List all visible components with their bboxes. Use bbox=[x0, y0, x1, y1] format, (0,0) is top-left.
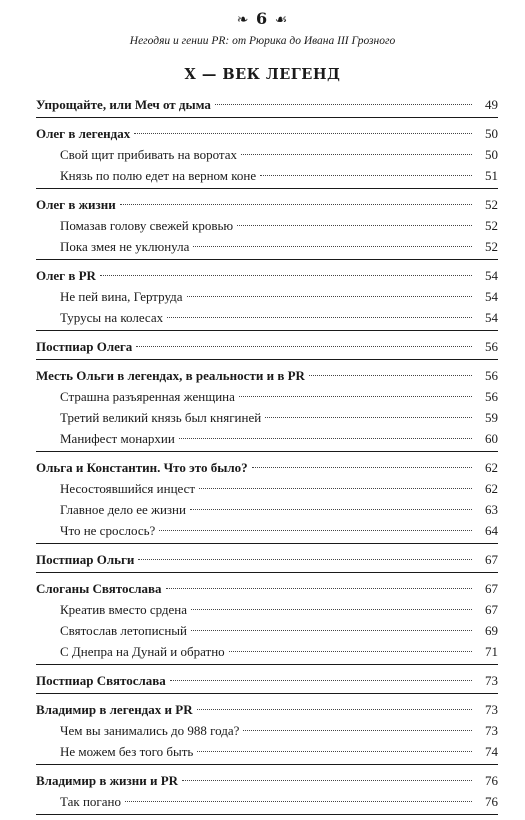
dot-leader bbox=[167, 316, 472, 318]
toc-subsection-title: Свой щит прибивать на воротах bbox=[60, 147, 238, 162]
toc-subsection[interactable] bbox=[36, 641, 498, 662]
toc-chapter[interactable] bbox=[36, 578, 498, 599]
dot-leader bbox=[136, 345, 472, 347]
toc-subsection-title: Страшна разъяренная женщина bbox=[60, 389, 235, 404]
toc-subsection-page-number: 71 bbox=[485, 644, 498, 659]
toc-chapter-page-number: 62 bbox=[485, 460, 498, 475]
dot-leader bbox=[241, 153, 472, 155]
toc-subsection-page-number: 50 bbox=[485, 147, 498, 162]
dot-leader bbox=[159, 529, 472, 531]
toc-chapter-page-number: 52 bbox=[485, 197, 498, 212]
dot-leader bbox=[193, 245, 472, 247]
dot-leader bbox=[190, 508, 472, 510]
dot-leader bbox=[100, 274, 472, 276]
dot-leader bbox=[197, 708, 472, 710]
toc-subsection-title: Главное дело ее жизни bbox=[60, 502, 186, 517]
dot-leader bbox=[265, 416, 472, 418]
page-header bbox=[0, 10, 525, 48]
dot-leader bbox=[260, 174, 472, 176]
toc-group bbox=[36, 365, 498, 452]
ornament-right-icon: ☙ bbox=[274, 12, 289, 28]
toc-subsection-title: Так погано bbox=[60, 794, 121, 809]
toc-subsection-page-number: 64 bbox=[485, 523, 498, 538]
toc-group bbox=[36, 194, 498, 260]
toc-chapter[interactable] bbox=[36, 699, 498, 720]
toc-chapter[interactable] bbox=[36, 336, 498, 357]
toc-group bbox=[36, 549, 498, 573]
toc-subsection[interactable] bbox=[36, 407, 498, 428]
dot-leader bbox=[179, 437, 472, 439]
toc-subsection[interactable] bbox=[36, 286, 498, 307]
toc-subsection-page-number: 54 bbox=[485, 310, 498, 325]
toc-chapter-title: Упрощайте, или Меч от дыма bbox=[36, 97, 211, 112]
toc-chapter-page-number: 76 bbox=[485, 773, 498, 788]
toc-group bbox=[36, 578, 498, 665]
toc-subsection[interactable] bbox=[36, 791, 498, 812]
toc-subsection-page-number: 73 bbox=[485, 723, 498, 738]
dot-leader bbox=[191, 608, 472, 610]
toc-chapter-page-number: 49 bbox=[485, 97, 498, 112]
dot-leader bbox=[134, 132, 472, 134]
toc-chapter-title: Владимир в легендах и PR bbox=[36, 702, 193, 717]
page-number: 6 bbox=[256, 9, 269, 28]
toc-subsection-title: Пока змея не уклюнула bbox=[60, 239, 190, 254]
toc-subsection-page-number: 76 bbox=[485, 794, 498, 809]
dot-leader bbox=[309, 374, 472, 376]
dot-leader bbox=[243, 729, 472, 731]
toc-subsection[interactable] bbox=[36, 741, 498, 762]
toc-subsection-title: Третий великий князь был княгиней bbox=[60, 410, 262, 425]
toc-group bbox=[36, 265, 498, 331]
toc-subsection-title: Турусы на колесах bbox=[60, 310, 164, 325]
toc-subsection-title: Не пей вина, Гертруда bbox=[60, 289, 183, 304]
toc-chapter-title: Постпиар Ольги bbox=[36, 552, 135, 567]
toc-group bbox=[36, 670, 498, 694]
toc-chapter[interactable] bbox=[36, 549, 498, 570]
toc-chapter[interactable] bbox=[36, 670, 498, 691]
dot-leader bbox=[237, 224, 472, 226]
toc-chapter-page-number: 73 bbox=[485, 702, 498, 717]
toc-chapter-title: Олег в легендах bbox=[36, 126, 131, 141]
toc-subsection[interactable] bbox=[36, 520, 498, 541]
toc-chapter[interactable] bbox=[36, 265, 498, 286]
ornament-left-icon: ❧ bbox=[236, 12, 250, 28]
toc-group bbox=[36, 770, 498, 815]
toc-chapter-title: Ольга и Константин. Что это было? bbox=[36, 460, 248, 475]
toc-subsection[interactable] bbox=[36, 478, 498, 499]
toc-subsection-title: Святослав летописный bbox=[60, 623, 187, 638]
toc-chapter-title: Олег в жизни bbox=[36, 197, 116, 212]
dot-leader bbox=[125, 800, 472, 802]
dot-leader bbox=[199, 487, 472, 489]
toc-subsection[interactable] bbox=[36, 720, 498, 741]
toc-subsection-page-number: 59 bbox=[485, 410, 498, 425]
toc-chapter-page-number: 50 bbox=[485, 126, 498, 141]
dot-leader bbox=[191, 629, 472, 631]
toc-group bbox=[36, 123, 498, 189]
toc-chapter-title: Слоганы Святослава bbox=[36, 581, 162, 596]
toc-subsection-page-number: 52 bbox=[485, 218, 498, 233]
toc-subsection-page-number: 67 bbox=[485, 602, 498, 617]
toc-group bbox=[36, 699, 498, 765]
toc-subsection-page-number: 52 bbox=[485, 239, 498, 254]
toc-chapter[interactable] bbox=[36, 194, 498, 215]
toc-subsection-page-number: 54 bbox=[485, 289, 498, 304]
toc-subsection[interactable] bbox=[36, 386, 498, 407]
dot-leader bbox=[239, 395, 472, 397]
toc-chapter[interactable] bbox=[36, 770, 498, 791]
toc-chapter-title: Олег в PR bbox=[36, 268, 96, 283]
dot-leader bbox=[187, 295, 472, 297]
toc-subsection[interactable] bbox=[36, 236, 498, 257]
toc-subsection-title: Креатив вместо срдена bbox=[60, 602, 188, 617]
dot-leader bbox=[120, 203, 472, 205]
toc-chapter-title: Месть Ольги в легендах, в реальности и в PR bbox=[36, 368, 305, 383]
dot-leader bbox=[252, 466, 472, 468]
section-title: X — ВЕК ЛЕГЕНД bbox=[184, 66, 341, 83]
toc-subsection-page-number: 74 bbox=[485, 744, 498, 759]
toc-subsection[interactable] bbox=[36, 165, 498, 186]
toc-subsection-title: С Днепра на Дунай и обратно bbox=[60, 644, 225, 659]
toc-chapter[interactable] bbox=[36, 94, 498, 115]
toc-subsection-page-number: 51 bbox=[485, 168, 498, 183]
toc-subsection-title: Что не срослось? bbox=[60, 523, 156, 538]
toc-chapter[interactable] bbox=[36, 123, 498, 144]
toc-subsection-title: Князь по полю едет на верном коне bbox=[60, 168, 257, 183]
toc-group bbox=[36, 336, 498, 360]
toc-subsection-page-number: 56 bbox=[485, 389, 498, 404]
toc-subsection-title: Несостоявшийся инцест bbox=[60, 481, 196, 496]
dot-leader bbox=[166, 587, 472, 589]
toc-subsection[interactable] bbox=[36, 599, 498, 620]
page-number-row bbox=[0, 10, 525, 29]
toc-subsection-title: Помазав голову свежей кровью bbox=[60, 218, 234, 233]
toc-subsection[interactable] bbox=[36, 428, 498, 449]
toc-subsection[interactable] bbox=[36, 144, 498, 165]
toc-chapter-page-number: 54 bbox=[485, 268, 498, 283]
toc-group bbox=[36, 457, 498, 544]
toc-subsection[interactable] bbox=[36, 307, 498, 328]
toc-chapter-page-number: 56 bbox=[485, 368, 498, 383]
toc-chapter-page-number: 73 bbox=[485, 673, 498, 688]
dot-leader bbox=[215, 103, 472, 105]
toc-chapter-title: Постпиар Олега bbox=[36, 339, 133, 354]
toc-chapter-page-number: 67 bbox=[485, 581, 498, 596]
dot-leader bbox=[170, 679, 472, 681]
toc-subsection[interactable] bbox=[36, 620, 498, 641]
dot-leader bbox=[197, 750, 472, 752]
dot-leader bbox=[138, 558, 472, 560]
running-title: Негодяи и гении PR: от Рюрика до Ивана III Грозного bbox=[129, 35, 396, 47]
dot-leader bbox=[182, 779, 472, 781]
toc-subsection-title: Манифест монархии bbox=[60, 431, 175, 446]
toc-subsection-page-number: 63 bbox=[485, 502, 498, 517]
toc-subsection-page-number: 69 bbox=[485, 623, 498, 638]
toc-subsection-title: Чем вы занимались до 988 года? bbox=[60, 723, 240, 738]
table-of-contents bbox=[36, 94, 498, 820]
toc-chapter-title: Владимир в жизни и PR bbox=[36, 773, 179, 788]
toc-subsection-page-number: 60 bbox=[485, 431, 498, 446]
toc-subsection-page-number: 62 bbox=[485, 481, 498, 496]
toc-chapter[interactable] bbox=[36, 457, 498, 478]
toc-subsection[interactable] bbox=[36, 499, 498, 520]
toc-group bbox=[36, 94, 498, 118]
toc-chapter-page-number: 67 bbox=[485, 552, 498, 567]
toc-subsection[interactable] bbox=[36, 215, 498, 236]
toc-chapter-page-number: 56 bbox=[485, 339, 498, 354]
dot-leader bbox=[229, 650, 472, 652]
toc-chapter-title: Постпиар Святослава bbox=[36, 673, 166, 688]
toc-chapter[interactable] bbox=[36, 365, 498, 386]
toc-subsection-title: Не можем без того быть bbox=[60, 744, 194, 759]
